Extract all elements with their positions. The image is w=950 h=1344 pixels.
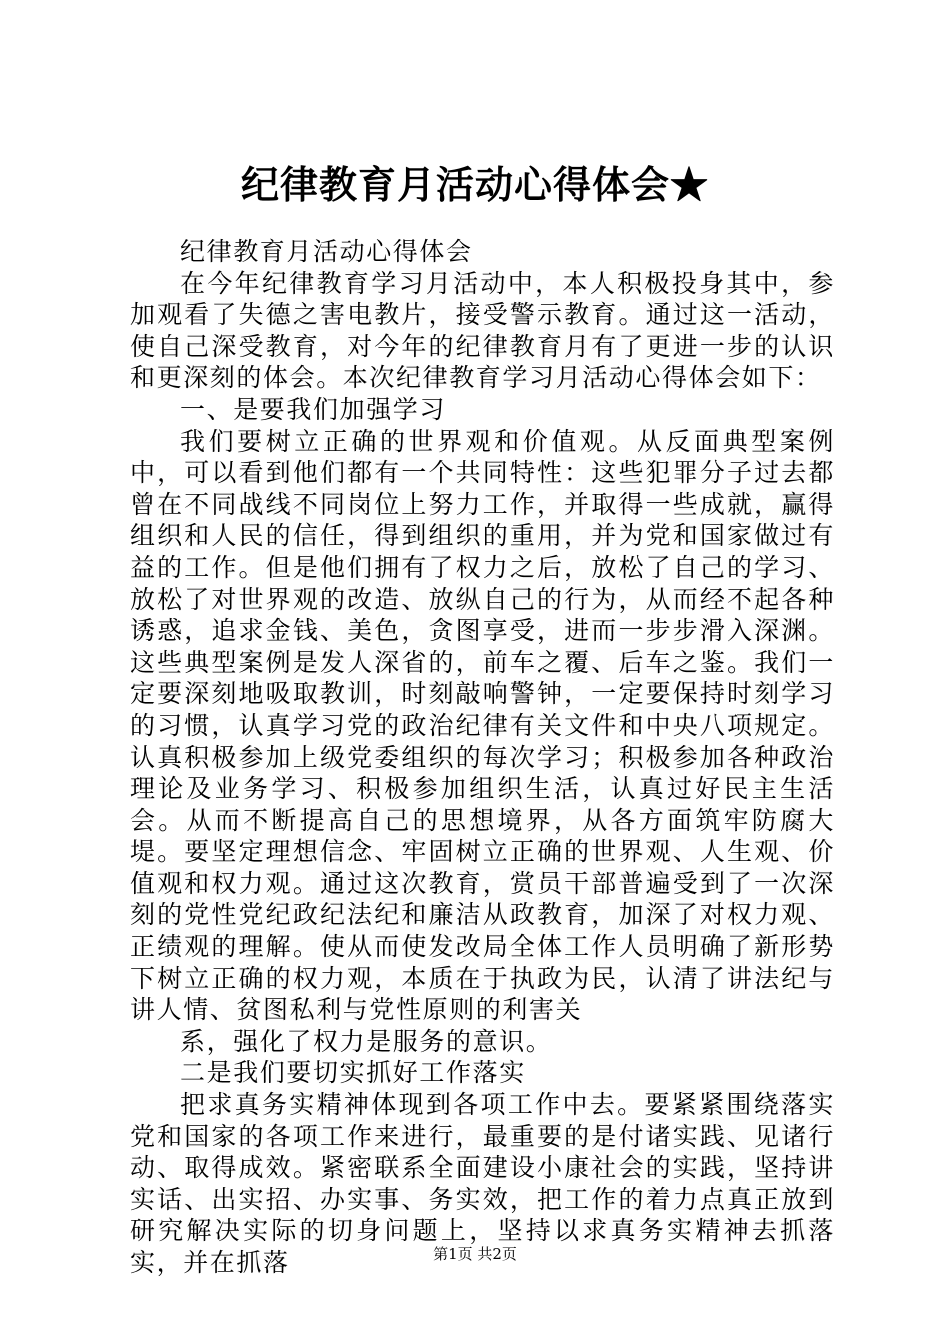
paragraph-continuation: 系，强化了权力是服务的意识。	[180, 1026, 553, 1056]
document-body	[130, 236, 835, 1279]
paragraph-intro: 在今年纪律教育学习月活动中，本人积极投身其中，参加观看了失德之害电教片，接受警示教育。通过这一活动，使自己深受教育，对今年的纪律教育月有了更进一步的认识和更深刻的体会。本次纪律教育学习月活动心得体会如下：	[130, 268, 835, 393]
page-number-footer: 第1页 共2页	[433, 1245, 517, 1263]
section-heading-1: 一、是要我们加强学习	[180, 394, 447, 424]
document-title: 纪律教育月活动心得体会★	[240, 162, 709, 207]
paragraph-section-2: 把求真务实精神体现到各项工作中去。要紧紧围绕落实党和国家的各项工作来进行，最重要的是付诸实践、见诸行动、取得成效。紧密联系全面建设小康社会的实践，坚持讲实话、出实招、办实事、务实效，把工作的着力点真正放到研究解决实际的切身问题上，坚持以求真务实精神去抓落实，并在抓落	[130, 1090, 835, 1277]
paragraph-section-1: 我们要树立正确的世界观和价值观。从反面典型案例中，可以看到他们都有一个共同特性：这些犯罪分子过去都曾在不同战线不同岗位上努力工作，并取得一些成就，赢得组织和人民的信任，得到组织的重用，并为党和国家做过有益的工作。但是他们拥有了权力之后，放松了自己的学习、放松了对世界观的改造、放纵自己的行为，从而经不起各种诱惑，追求金钱、美色，贪图享受，进而一步步滑入深渊。这些典型案例是发人深省的，前车之覆、后车之鉴。我们一定要深刻地吸取教训，时刻敲响警钟，一定要保持时刻学习的习惯，认真学习党的政治纪律有关文件和中央八项规定。认真积极参加上级党委组织的每次学习；积极参加各种政治理论及业务学习、积极参加组织生活，认真过好民主生活会。从而不断提高自己的思想境界，从各方面筑牢防腐大堤。要坚定理想信念、牢固树立正确的世界观、人生观、价值观和权力观。通过这次教育，赏员干部普遍受到了一次深刻的党性党纪政纪法纪和廉洁从政教育，加深了对权力观、正绩观的理解。使从而使发改局全体工作人员明确了新形势下树立正确的权力观，本质在于执政为民，认清了讲法纪与讲人情、贫图私利与党性原则的利害关	[130, 426, 835, 1025]
section-heading-2: 二是我们要切实抓好工作落实	[180, 1058, 526, 1088]
paragraph-subtitle: 纪律教育月活动心得体会	[180, 237, 473, 266]
